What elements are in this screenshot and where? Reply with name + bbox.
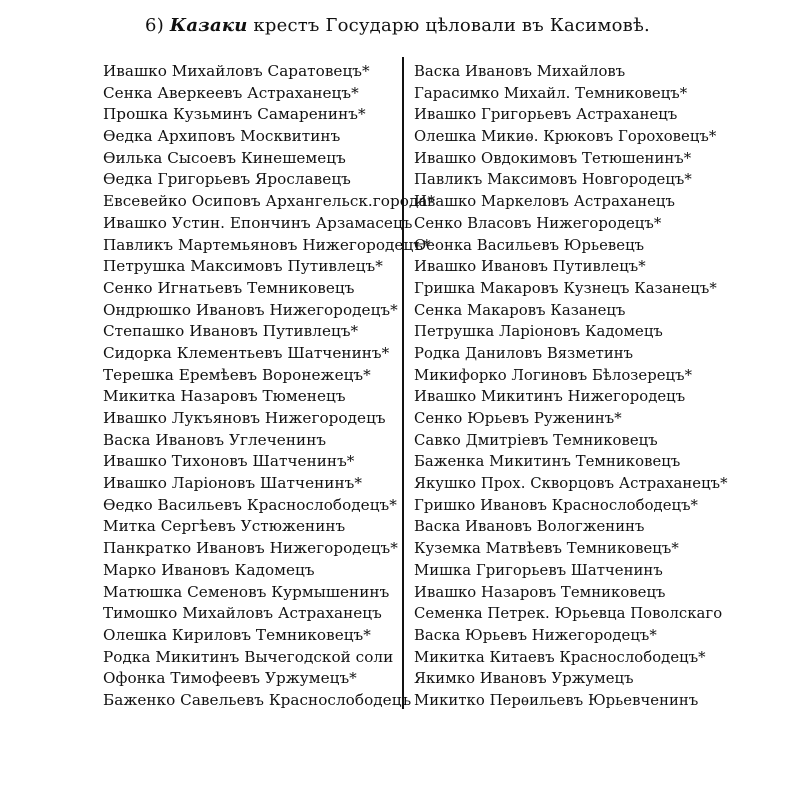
name-entry: Панкратко Ивановъ Нижегородецъ*: [103, 539, 398, 558]
name-entry: Матюшка Семеновъ Курмышенинъ: [103, 582, 390, 601]
name-entry: Микитко Перѳильевъ Юрьевченинъ: [414, 691, 699, 709]
name-entry: Петрушка Максимовъ Путивлецъ*: [103, 257, 383, 276]
name-entry: Гришко Ивановъ Краснослободецъ*: [414, 496, 698, 514]
section-heading: [0, 14, 795, 38]
name-entry: Евсевейко Осиповъ Архангельск.города*: [103, 192, 436, 211]
name-entry: Баженко Савельевъ Краснослободецъ: [103, 690, 412, 709]
section-heading-italic: Казаки: [169, 15, 248, 36]
name-entry: Гришка Макаровъ Кузнецъ Казанецъ*: [414, 279, 717, 297]
name-entry: Васка Ивановъ Вологженинъ: [414, 518, 645, 536]
name-entry: Ѳедка Архиповъ Москвитинъ: [103, 127, 341, 146]
name-entry: Петрушка Ларіоновъ Кадомецъ: [414, 323, 663, 341]
section-heading-text: крестъ Государю цѣловали въ Касимовѣ.: [253, 15, 650, 36]
name-entry: Ивашко Григорьевъ Астраханецъ: [414, 106, 678, 124]
name-entry: Мишка Григорьевъ Шатченинъ: [414, 561, 663, 579]
name-entry: Ивашко Михайловъ Саратовецъ*: [103, 62, 370, 80]
name-entry: Сидорка Клементьевъ Шатченинъ*: [103, 343, 390, 362]
name-entry: Якимко Ивановъ Уржумецъ: [414, 670, 634, 688]
name-entry: Савко Дмитріевъ Темниковецъ: [414, 431, 658, 449]
name-entry: Митка Сергѣевъ Устюженинъ: [103, 517, 346, 536]
name-entry: Родка Даниловъ Вязметинъ: [414, 344, 634, 362]
name-entry: Ивашко Тихоновъ Шатченинъ*: [103, 452, 355, 471]
name-entry: Ивашко Микитинъ Нижегородецъ: [414, 388, 686, 406]
name-entry: Ивашко Ивановъ Путивлецъ*: [414, 258, 646, 276]
name-entry: Ивашко Овдокимовъ Тетюшенинъ*: [414, 149, 692, 167]
name-entry: Ивашко Ларіоновъ Шатченинъ*: [103, 474, 362, 493]
name-entry: Сенко Игнатьевъ Темниковецъ: [103, 278, 355, 297]
name-entry: Ондрюшко Ивановъ Нижегородецъ*: [103, 300, 398, 319]
name-entry: Ивашко Лукъяновъ Нижегородецъ: [103, 409, 386, 427]
name-entry: Ѳедко Васильевъ Краснослободецъ*: [103, 495, 397, 514]
name-entry: Тимошко Михайловъ Астраханецъ: [103, 604, 382, 623]
name-entry: Ивашко Устин. Епончинъ Арзамасецъ: [103, 213, 413, 232]
name-entry: Семенка Петрек. Юрьевца Поволскаго: [414, 605, 723, 623]
name-entry: Родка Микитинъ Вычегодской соли: [103, 647, 394, 666]
name-entry: Ивашко Назаровъ Темниковецъ: [414, 583, 666, 601]
name-entry: Микифорко Логиновъ Бѣлозерецъ*: [414, 366, 693, 384]
name-entry: Степашко Ивановъ Путивлецъ*: [103, 322, 359, 341]
name-entry: Ѳеонка Васильевъ Юрьевецъ: [414, 236, 645, 254]
name-entry: Куземка Матвѣевъ Темниковецъ*: [414, 540, 679, 558]
name-entry: Сенка Макаровъ Казанецъ: [414, 301, 626, 319]
name-entry: Микитка Китаевъ Краснослободецъ*: [414, 648, 706, 666]
name-entry: Гарасимко Михайл. Темниковецъ*: [414, 84, 688, 102]
name-entry: Марко Ивановъ Кадомецъ: [103, 560, 315, 579]
left-column-list: [103, 61, 436, 712]
name-entry: Прошка Кузьминъ Самаренинъ*: [103, 105, 366, 124]
name-entry: Сенко Власовъ Нижегородецъ*: [414, 214, 662, 232]
name-entry: Сенка Аверкеевъ Астраханецъ*: [103, 83, 359, 102]
name-entry: Васка Ивановъ Углеченинъ: [103, 430, 327, 449]
name-entry: Офонка Тимофеевъ Уржумецъ*: [103, 669, 357, 688]
name-entry: Якушко Прох. Скворцовъ Астраханецъ*: [414, 475, 728, 493]
name-entry: Олешка Кириловъ Темниковецъ*: [103, 625, 371, 644]
name-entry: Павликъ Мартемьяновъ Нижегородецъ*: [103, 235, 431, 254]
name-entry: Павликъ Максимовъ Новгородецъ*: [414, 171, 692, 189]
right-column-list: [414, 61, 728, 712]
name-entry: Васка Ивановъ Михайловъ: [414, 63, 626, 80]
name-entry: Терешка Еремѣевъ Воронежецъ*: [103, 365, 371, 384]
name-entry: Васка Юрьевъ Нижегородецъ*: [414, 626, 657, 644]
name-entry: Ѳедка Григорьевъ Ярославецъ: [103, 170, 351, 189]
name-entry: Ивашко Маркеловъ Астраханецъ: [414, 193, 675, 211]
name-entry: Микитка Назаровъ Тюменецъ: [103, 387, 346, 406]
name-entry: Сенко Юрьевъ Руженинъ*: [414, 410, 622, 427]
name-entry: Ѳилька Сысоевъ Кинешемецъ: [103, 148, 346, 167]
name-entry: Олешка Микиѳ. Крюковъ Гороховецъ*: [414, 128, 717, 146]
name-entry: Баженка Микитинъ Темниковецъ: [414, 453, 681, 471]
section-number: 6): [145, 15, 164, 36]
